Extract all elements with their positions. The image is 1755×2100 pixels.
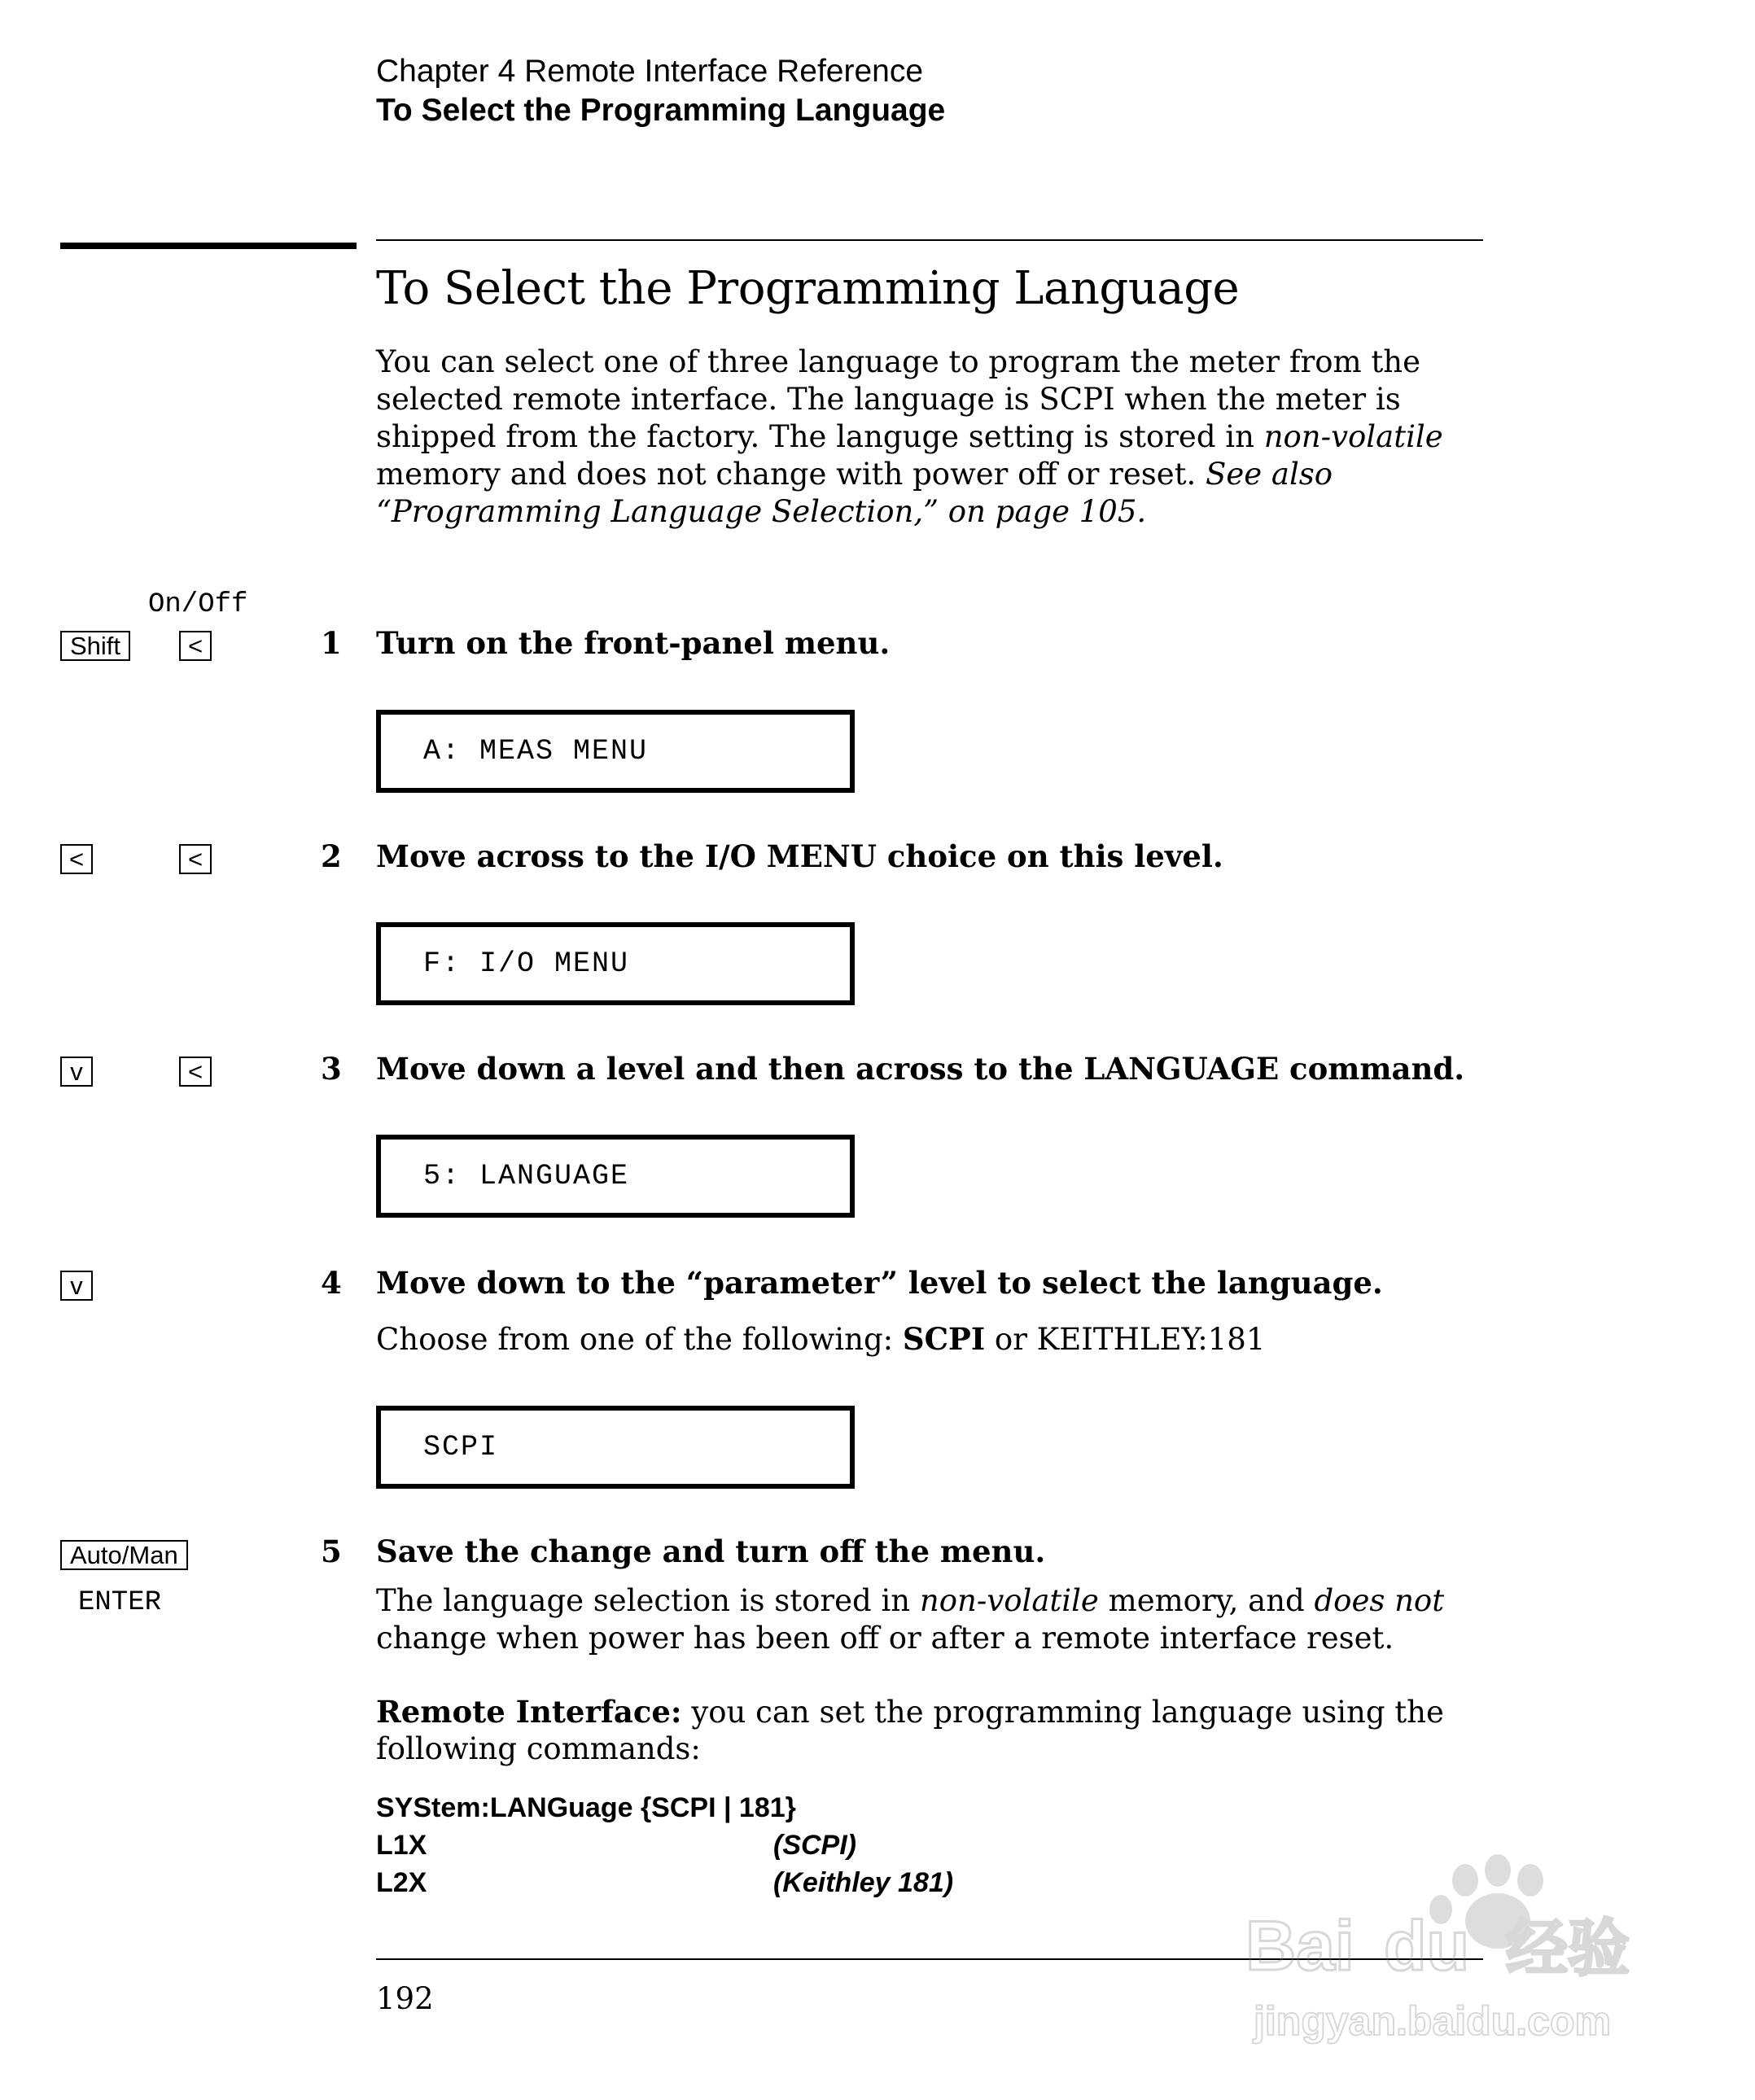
- svg-text:du: du: [1384, 1907, 1470, 1985]
- intro-paragraph: [376, 343, 1499, 531]
- baidu-watermark: [1245, 1848, 1669, 2059]
- left-arrow-key[interactable]: <: [60, 844, 93, 874]
- front-panel-display: [376, 1135, 855, 1218]
- display-text: F: I/O MENU: [423, 947, 630, 980]
- step5-body-line: The language selection is stored in non-volatile memory, and does not: [376, 1583, 1445, 1618]
- step-number: 5: [321, 1533, 342, 1569]
- section-rule-thin: [376, 239, 1483, 241]
- intro-line: You can select one of three language to program the meter from the: [376, 344, 1420, 379]
- step-instruction: Save the change and turn off the menu.: [376, 1533, 1046, 1569]
- section-title: To Select the Programming Language: [376, 262, 1240, 315]
- page-number: 192: [376, 1981, 434, 2016]
- command-note: (SCPI): [773, 1830, 856, 1861]
- step-number: 1: [321, 625, 342, 661]
- svg-text:经验: 经验: [1506, 1912, 1630, 1984]
- running-header-title: To Select the Programming Language: [376, 93, 946, 128]
- shift-key[interactable]: Shift: [60, 631, 130, 661]
- intro-line: “Programming Language Selection,” on page 105.: [376, 494, 1147, 529]
- step-number: 4: [321, 1265, 342, 1301]
- step-instruction: Move down to the “parameter” level to select the language.: [376, 1265, 1383, 1301]
- command-scpi-syntax: SYStem:LANGuage {SCPI | 181}: [376, 1792, 796, 1823]
- remote-interface-line: Remote Interface: you can set the programming language using the: [376, 1694, 1444, 1730]
- step-instruction: Move across to the I/O MENU choice on this level.: [376, 838, 1223, 874]
- command-note: (Keithley 181): [773, 1867, 954, 1898]
- front-panel-display: [376, 1406, 855, 1489]
- display-text: 5: LANGUAGE: [423, 1160, 630, 1192]
- step-instruction: Move down a level and then across to the LANGUAGE command.: [376, 1051, 1465, 1087]
- left-arrow-key[interactable]: <: [179, 631, 212, 661]
- display-text: SCPI: [423, 1431, 499, 1463]
- display-text: A: MEAS MENU: [423, 735, 649, 768]
- step-instruction: Turn on the front-panel menu.: [376, 625, 891, 661]
- on-off-key-label: On/Off: [148, 589, 248, 620]
- svg-text:Bai: Bai: [1245, 1907, 1355, 1985]
- running-header-chapter: Chapter 4 Remote Interface Reference: [376, 54, 924, 89]
- step5-body-line: change when power has been off or after a remote interface reset.: [376, 1621, 1394, 1656]
- section-rule-thick: [60, 243, 357, 249]
- left-arrow-key[interactable]: <: [179, 1057, 212, 1087]
- step-number: 3: [321, 1051, 342, 1087]
- down-arrow-key[interactable]: v: [60, 1057, 93, 1087]
- intro-line: selected remote interface. The language is SCPI when the meter is: [376, 382, 1401, 417]
- step-number: 2: [321, 838, 342, 874]
- auto-man-key[interactable]: Auto/Man: [60, 1540, 188, 1570]
- enter-key-label: ENTER: [78, 1587, 162, 1618]
- remote-interface-line: following commands:: [376, 1731, 701, 1766]
- remote-interface-label: Remote Interface:: [376, 1694, 682, 1730]
- left-arrow-key[interactable]: <: [179, 844, 212, 874]
- choice-text: Choose from one of the following: SCPI or KEITHLEY:181: [376, 1321, 1266, 1357]
- svg-text:jingyan.baidu.com: jingyan.baidu.com: [1254, 1998, 1611, 2044]
- front-panel-display: [376, 922, 855, 1005]
- down-arrow-key[interactable]: v: [60, 1271, 93, 1301]
- front-panel-display: [376, 710, 855, 793]
- command-l2x: L2X: [376, 1867, 427, 1898]
- intro-line: shipped from the factory. The languge setting is stored in non-volatile: [376, 419, 1443, 454]
- intro-line: memory and does not change with power off or reset. See also: [376, 457, 1333, 492]
- command-l1x: L1X: [376, 1830, 427, 1861]
- baidu-paw-logo-icon: [1245, 1848, 1669, 2059]
